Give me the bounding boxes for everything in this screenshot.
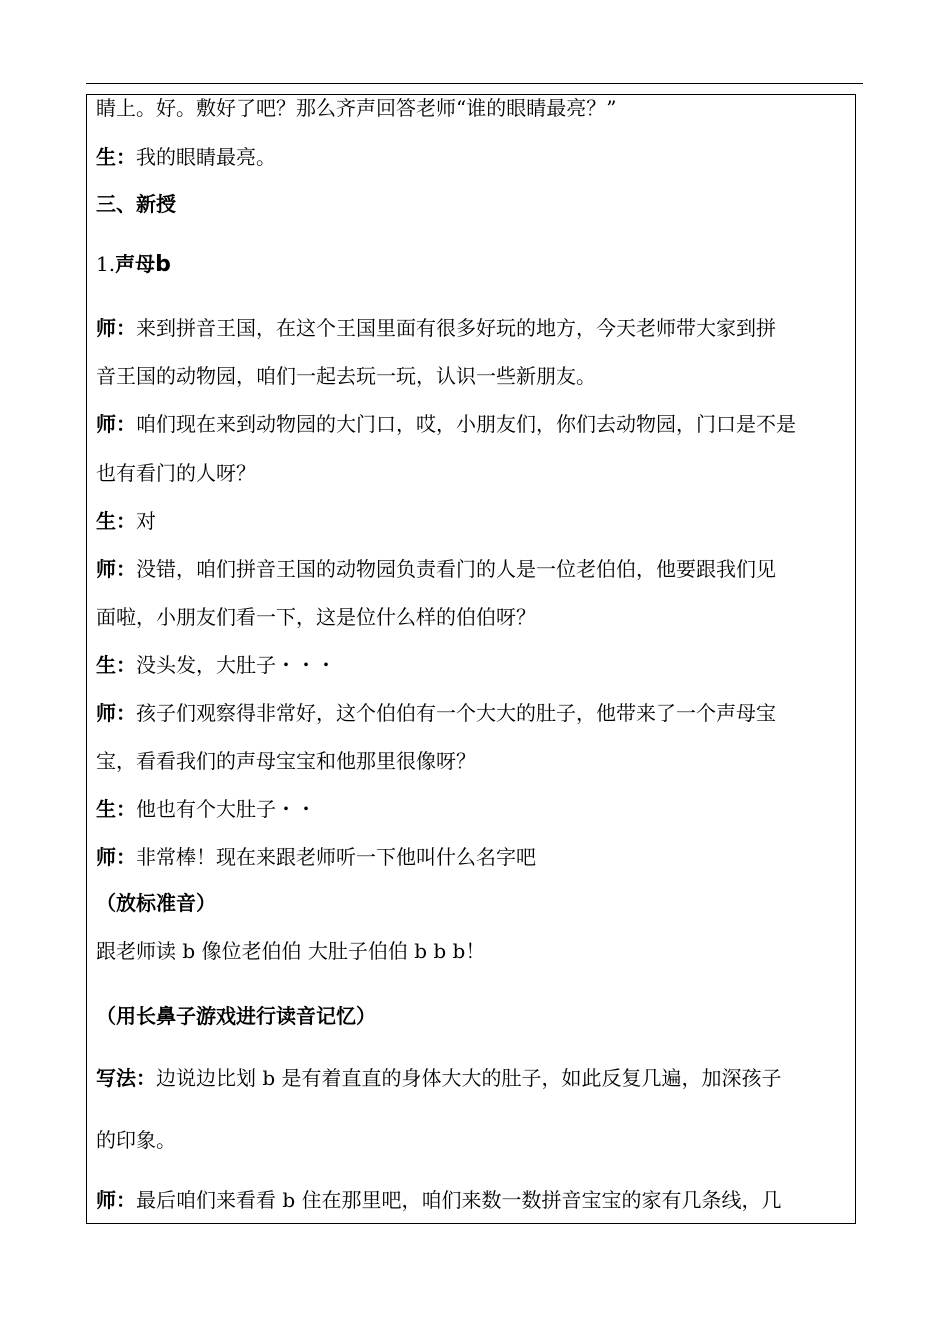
text-line: 宝，看看我们的声母宝宝和他那里很像呀？ [96,749,476,773]
speaker-label: 师： [96,557,136,581]
speaker-label: 生： [96,145,136,169]
speaker-label: 师： [96,701,136,725]
dialogue-line: 师：孩子们观察得非常好，这个伯伯有一个大大的肚子，他带来了一个声母宝 [96,701,776,725]
text-line: 音王国的动物园，咱们一起去玩一玩，认识一些新朋友。 [96,364,596,388]
dialogue-line: 师：没错，咱们拼音王国的动物园负责看门的人是一位老伯伯，他要跟我们见 [96,557,776,581]
subsection-heading: 1.声母b [96,252,171,277]
text-line: 跟老师读 b 像位老伯伯 大肚子伯伯 b b b！ [96,939,486,963]
header-rule [86,83,863,84]
speaker-label: 师： [96,845,136,869]
text-line: 面啦，小朋友们看一下，这是位什么样的伯伯呀？ [96,605,536,629]
dialogue-line: 师：咱们现在来到动物园的大门口，哎，小朋友们，你们去动物园，门口是不是 [96,412,796,436]
text-line: 睛上。好。敷好了吧？那么齐声回答老师“谁的眼睛最亮？” [96,96,617,120]
stage-direction: （用长鼻子游戏进行读音记忆） [96,1004,376,1028]
dialogue-line: 师：非常棒！现在来跟老师听一下他叫什么名字吧 [96,845,536,869]
speaker-label: 写法： [96,1066,156,1090]
dialogue-line: 师：来到拼音王国，在这个王国里面有很多好玩的地方，今天老师带大家到拼 [96,316,776,340]
speaker-label: 生： [96,797,136,821]
dialogue-line: 生：对 [96,509,156,533]
dialogue-line: 师：最后咱们来看看 b 住在那里吧，咱们来数一数拼音宝宝的家有几条线，几 [96,1188,782,1212]
dialogue-line: 写法：边说边比划 b 是有着直直的身体大大的肚子，如此反复几遍，加深孩子 [96,1066,782,1090]
section-heading: 三、新授 [96,192,176,216]
speaker-label: 师： [96,412,136,436]
text-line: 也有看门的人呀？ [96,461,256,485]
speaker-label: 生： [96,653,136,677]
text-line: 的印象。 [96,1128,176,1152]
dialogue-line: 生：他也有个大肚子・・ [96,797,316,821]
stage-direction: （放标准音） [96,891,216,915]
dialogue-line: 生：我的眼睛最亮。 [96,145,276,169]
speaker-label: 师： [96,316,136,340]
dialogue-line: 生：没头发，大肚子・・・ [96,653,336,677]
speaker-label: 师： [96,1188,136,1212]
speaker-label: 生： [96,509,136,533]
